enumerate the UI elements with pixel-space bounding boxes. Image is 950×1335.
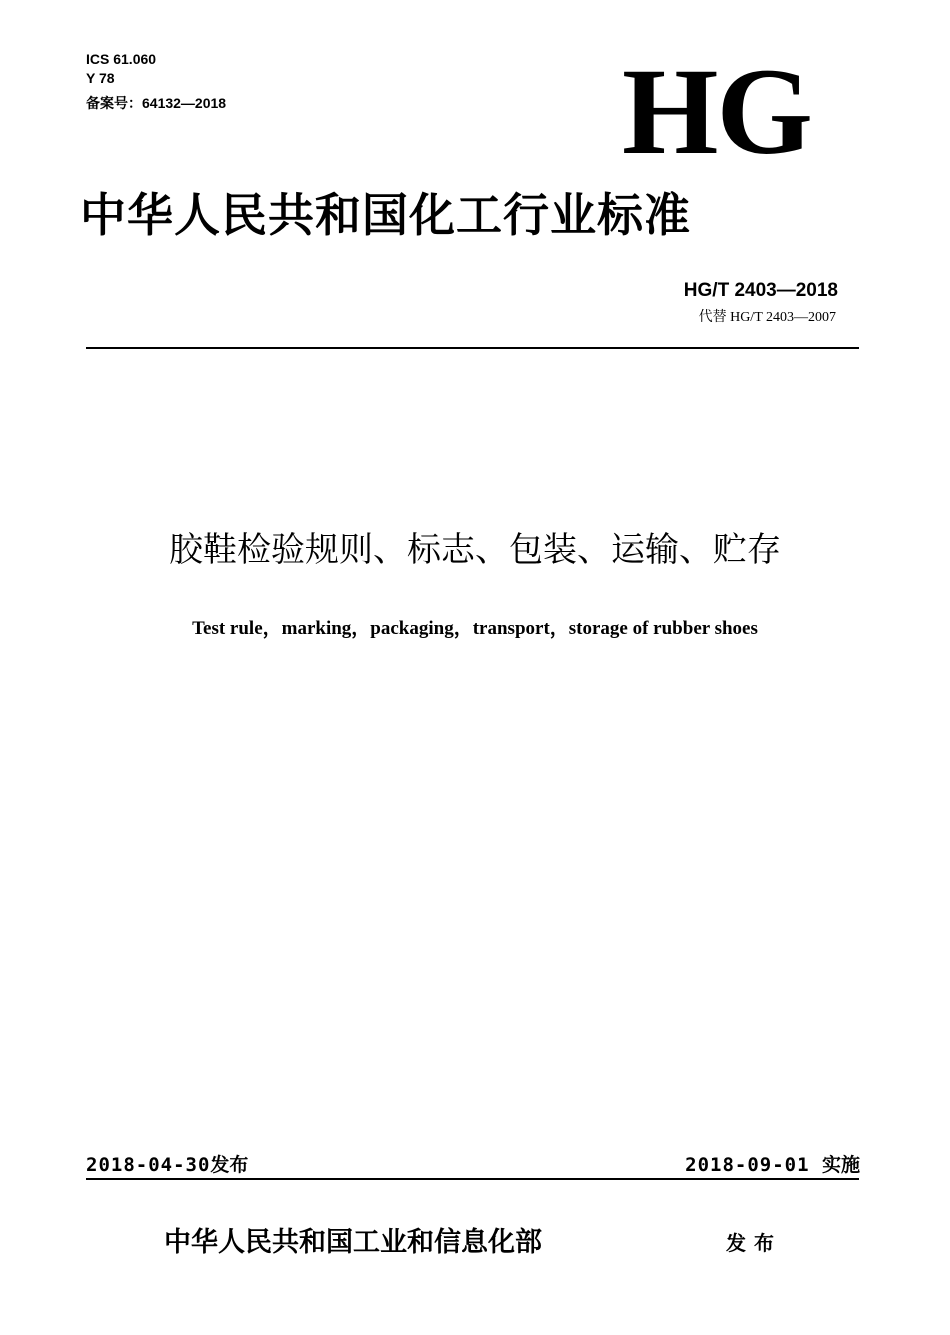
top-divider [86, 347, 859, 349]
replaces-standard: 代替 HG/T 2403—2007 [698, 310, 836, 325]
ics-code: ICS 61.060 [86, 51, 157, 67]
issuing-authority: 中华人民共和国工业和信息化部 [164, 1227, 542, 1258]
issuing-action: 发布 [726, 1231, 782, 1255]
implementation-date-label: 实施 [821, 1154, 860, 1176]
document-title-chinese: 胶鞋检验规则、标志、包装、运输、贮存 [169, 530, 781, 570]
bottom-divider [86, 1178, 859, 1180]
classification-code: Y 78 [86, 70, 115, 86]
issue-date-value: 2018-04-30 [86, 1154, 211, 1176]
issue-date [86, 1153, 248, 1177]
implementation-date-value: 2018-09-01 [685, 1154, 810, 1176]
record-number: 备案号：64132—2018 [86, 95, 227, 111]
implementation-date [685, 1153, 860, 1177]
document-title-english: Test rule，marking，packaging，transport，storage of rubber shoes [192, 618, 758, 639]
standard-number: HG/T 2403—2018 [683, 280, 838, 301]
hg-logo: HG [622, 43, 811, 180]
standard-category-title: 中华人民共和国化工行业标准 [80, 188, 691, 242]
issue-date-label: 发布 [210, 1154, 249, 1176]
